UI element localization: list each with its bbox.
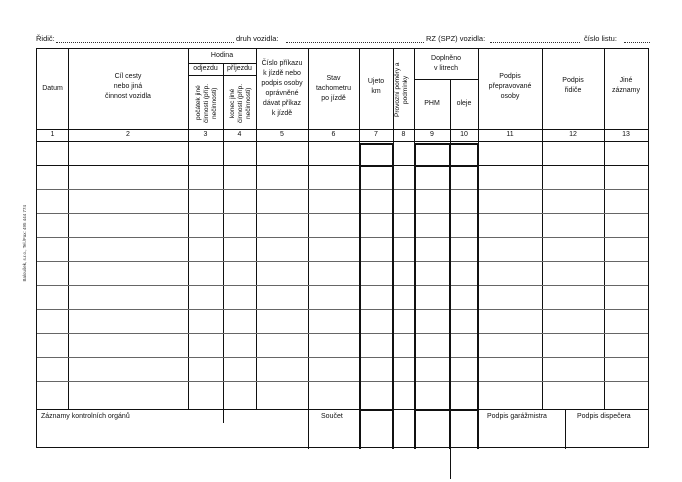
bold-box-refuel xyxy=(414,409,478,411)
bold-box-km xyxy=(359,143,393,145)
col-driver-line1: Podpis xyxy=(562,77,584,84)
col-fuel-header: PHM xyxy=(424,100,440,107)
col-driver-signature-header xyxy=(542,63,604,109)
vehicle-type-label: druh vozidla: xyxy=(236,34,279,43)
col-destination-header xyxy=(68,57,188,117)
col-passenger-line1: Podpis xyxy=(499,73,521,80)
col-end-activity-header: konec jiné činnosti (příp. nečinnosti) xyxy=(229,83,252,123)
col-number: 7 xyxy=(374,131,378,138)
col-number: 9 xyxy=(430,131,434,138)
col-number: 8 xyxy=(401,131,406,138)
bold-box-refuel xyxy=(477,143,479,449)
col-passenger-signature-header xyxy=(478,59,542,115)
col-refuel-line2: v litrech xyxy=(433,65,459,72)
col-date-header: Datum xyxy=(42,85,63,92)
col-destination-line2: nebo jiná xyxy=(113,83,143,90)
col-divider xyxy=(188,49,189,409)
bold-box-km xyxy=(392,143,394,449)
bold-box-refuel xyxy=(414,143,416,449)
col-passenger-line2: přepravované xyxy=(488,83,532,90)
sheet-number-label: číslo listu: xyxy=(584,34,617,43)
col-order-line4: oprávněné xyxy=(265,90,299,97)
col-other-line2: záznamy xyxy=(611,87,640,94)
driver-field[interactable] xyxy=(56,42,234,43)
col-km-header xyxy=(359,67,393,107)
form-header xyxy=(36,34,650,46)
bold-box-refuel xyxy=(449,143,451,449)
col-destination-line1: Cíl cesty xyxy=(114,73,142,80)
col-divider xyxy=(565,409,566,449)
col-order-line2: k jízdě nebo xyxy=(263,70,301,77)
row-line xyxy=(37,333,648,334)
row-line xyxy=(37,261,648,262)
col-refuel-header xyxy=(414,51,478,77)
col-tachograph-line1: Stav xyxy=(326,75,341,82)
col-start-activity-header: počátek jiné činnosti (příp. nečinnosti) xyxy=(195,83,218,123)
col-refuel-line1: Doplněno xyxy=(431,55,461,62)
vehicle-type-field[interactable] xyxy=(286,42,424,43)
registration-field[interactable] xyxy=(490,42,580,43)
col-number: 6 xyxy=(331,131,336,138)
col-order-line5: dávat příkaz xyxy=(262,100,302,107)
col-conditions-header: Provozní poměry a podmínky xyxy=(394,62,409,118)
row-line xyxy=(37,213,648,214)
col-other-line1: Jiné xyxy=(619,77,633,84)
col-order-header xyxy=(256,51,308,127)
col-destination-line3: činnost vozidla xyxy=(105,93,151,100)
sheet-number-field[interactable] xyxy=(624,42,650,43)
garage-signature-label: Podpis garážmistra xyxy=(487,413,547,420)
col-tachograph-header xyxy=(308,61,359,117)
col-order-line1: Číslo příkazu xyxy=(261,60,303,67)
driver-label: Řidič: xyxy=(36,34,55,43)
col-number: 2 xyxy=(126,131,130,138)
col-tachograph-line3: po jízdě xyxy=(321,95,346,102)
col-number: 13 xyxy=(622,131,630,138)
col-km-line1: Ujeto xyxy=(367,78,385,85)
col-passenger-line3: osoby xyxy=(500,93,520,100)
col-number: 12 xyxy=(569,131,577,138)
col-hour-header: Hodina xyxy=(210,52,234,59)
col-divider xyxy=(223,63,224,423)
col-driver-line2: řidiče xyxy=(564,87,582,94)
col-tachograph-line2: tachometru xyxy=(315,85,352,92)
row-line xyxy=(37,237,648,238)
col-number: 10 xyxy=(460,131,468,138)
bold-box-refuel xyxy=(414,165,478,167)
col-order-line6: k jízdě xyxy=(271,110,293,117)
row-line xyxy=(37,381,648,382)
row-line xyxy=(37,165,648,166)
col-km-line2: km xyxy=(371,88,381,95)
bold-box-km xyxy=(359,409,393,411)
number-row-bottom xyxy=(37,141,648,142)
col-number: 11 xyxy=(506,131,514,138)
trip-log-table xyxy=(36,48,649,448)
col-number: 3 xyxy=(203,131,208,138)
bold-box-refuel xyxy=(414,143,478,145)
bold-box-km xyxy=(359,143,361,449)
col-arrival-header: příjezdu xyxy=(227,65,252,72)
row-line xyxy=(37,189,648,190)
col-departure-header: odjezdu xyxy=(193,65,218,72)
col-number: 5 xyxy=(280,131,284,138)
row-line xyxy=(37,357,648,358)
col-oil-header: oleje xyxy=(456,100,472,107)
dispatcher-signature-label: Podpis dispečera xyxy=(577,413,631,420)
registration-label: RZ (SPZ) vozidla: xyxy=(426,34,486,43)
row-line xyxy=(37,285,648,286)
col-number: 1 xyxy=(50,131,55,138)
control-records-label: Záznamy kontrolních orgánů xyxy=(41,413,130,420)
publisher-note: Baloušek, s.r.o., Tel./Fax: 495 444 774 xyxy=(22,205,27,282)
sum-label: Součet xyxy=(321,413,343,420)
col-other-header xyxy=(604,63,648,109)
col-number: 4 xyxy=(237,131,242,138)
row-line xyxy=(37,309,648,310)
hour-subline xyxy=(188,75,256,76)
bold-box-km xyxy=(359,165,393,167)
col-order-line3: podpis osoby xyxy=(261,80,303,87)
footer-line xyxy=(37,409,648,410)
